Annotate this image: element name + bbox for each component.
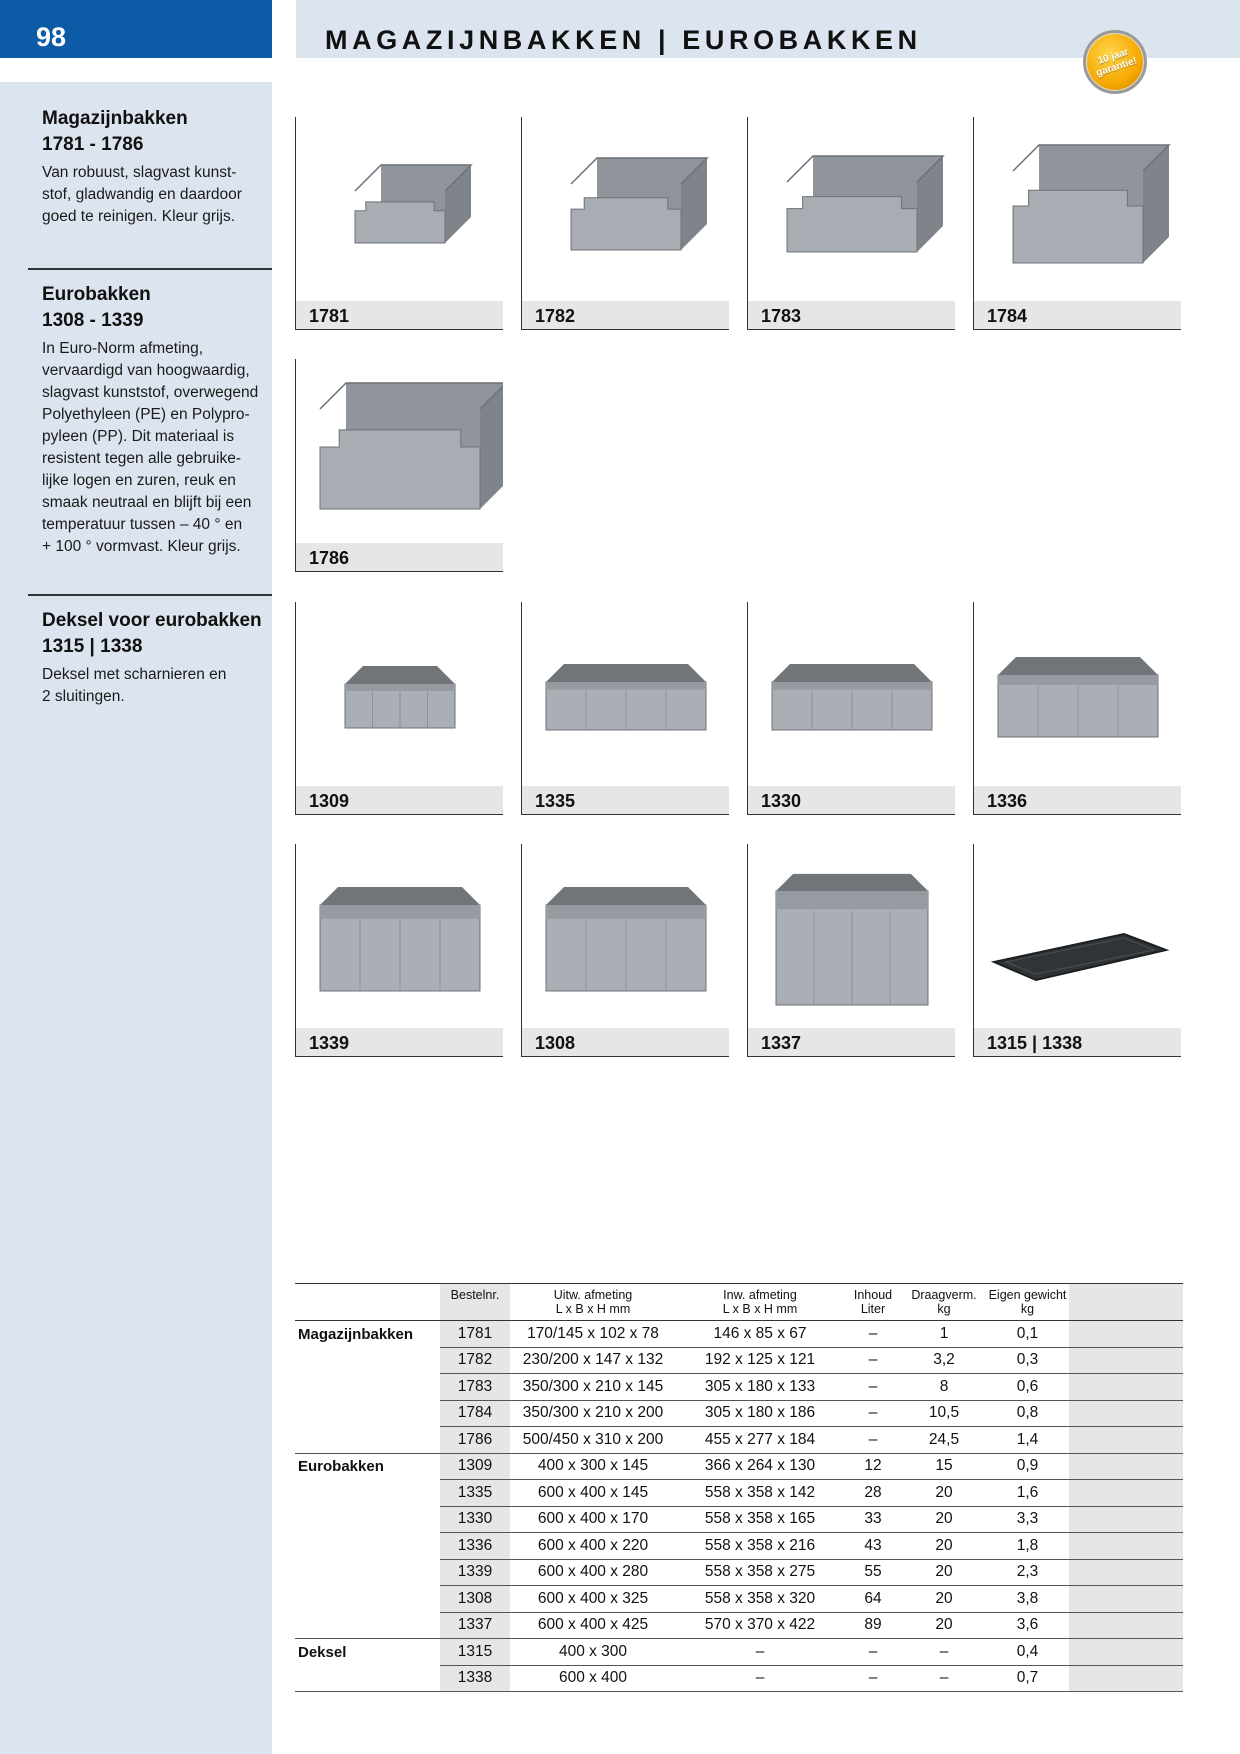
section-description: Deksel met scharnieren en 2 sluitingen. [42, 666, 227, 705]
product-label-bar [296, 1028, 503, 1057]
cell-draagvermogen: 3,2 [902, 1347, 986, 1374]
table-row [295, 1506, 1183, 1533]
product-image [974, 602, 1181, 786]
cell-draagvermogen: 1 [902, 1321, 986, 1348]
cell-eigen-gewicht: 0,1 [986, 1321, 1069, 1348]
cell-uitw-afmeting: 600 x 400 x 325 [510, 1586, 676, 1613]
sidebar-section-magazijnbakken [28, 106, 272, 228]
cell-bestelnr: 1309 [440, 1453, 510, 1480]
cell-eigen-gewicht: 0,8 [986, 1400, 1069, 1427]
sidebar-gap [0, 58, 272, 82]
header-extra [1069, 1284, 1183, 1321]
cell-draagvermogen: – [902, 1639, 986, 1666]
cell-draagvermogen: 20 [902, 1586, 986, 1613]
product-label-bar [974, 301, 1181, 330]
product-label-bar [974, 1028, 1181, 1057]
cell-extra [1069, 1665, 1183, 1692]
cell-eigen-gewicht: 3,6 [986, 1612, 1069, 1639]
cell-eigen-gewicht: 0,3 [986, 1347, 1069, 1374]
cell-eigen-gewicht: 3,8 [986, 1586, 1069, 1613]
cell-extra [1069, 1347, 1183, 1374]
product-label-bar [522, 786, 729, 815]
sidebar-section-deksel [28, 594, 272, 708]
cell-eigen-gewicht: 1,6 [986, 1480, 1069, 1507]
cell-inhoud: 64 [844, 1586, 902, 1613]
cell-extra [1069, 1612, 1183, 1639]
cell-bestelnr: 1338 [440, 1665, 510, 1692]
cell-extra [1069, 1321, 1183, 1348]
table-row [295, 1453, 1183, 1480]
product-card [295, 117, 503, 330]
spec-table [295, 1283, 1183, 1692]
group-label [295, 1586, 440, 1613]
spec-table-body [295, 1321, 1183, 1692]
cell-draagvermogen: 20 [902, 1533, 986, 1560]
table-row [295, 1665, 1183, 1692]
product-number: 1336 [987, 791, 1028, 811]
product-image [522, 117, 729, 301]
cell-inhoud: – [844, 1665, 902, 1692]
product-image [296, 602, 503, 786]
group-label [295, 1400, 440, 1427]
product-number: 1330 [761, 791, 802, 811]
group-label [295, 1480, 440, 1507]
section-title: Deksel voor eurobakken [42, 610, 262, 631]
cell-draagvermogen: 20 [902, 1559, 986, 1586]
cell-inw-afmeting: 305 x 180 x 133 [676, 1374, 844, 1401]
cell-bestelnr: 1339 [440, 1559, 510, 1586]
product-card [295, 602, 503, 815]
group-label [295, 1559, 440, 1586]
product-number: 1781 [309, 306, 350, 326]
product-image [522, 844, 729, 1028]
cell-eigen-gewicht: 1,4 [986, 1427, 1069, 1454]
page-number: 98 [36, 22, 67, 52]
cell-extra [1069, 1453, 1183, 1480]
product-card [295, 844, 503, 1057]
cell-inhoud: – [844, 1400, 902, 1427]
product-card [747, 844, 955, 1057]
storage-bin-tall-icon [974, 117, 1181, 301]
cell-uitw-afmeting: 600 x 400 [510, 1665, 676, 1692]
product-number: 1335 [535, 791, 576, 811]
product-card [973, 602, 1181, 815]
product-image [748, 117, 955, 301]
product-card [747, 117, 955, 330]
cell-uitw-afmeting: 600 x 400 x 425 [510, 1612, 676, 1639]
cell-extra [1069, 1559, 1183, 1586]
group-label [295, 1665, 440, 1692]
cell-draagvermogen: 10,5 [902, 1400, 986, 1427]
cell-bestelnr: 1781 [440, 1321, 510, 1348]
cell-inw-afmeting: 146 x 85 x 67 [676, 1321, 844, 1348]
table-header-row [295, 1284, 1183, 1321]
product-label-bar [296, 301, 503, 330]
table-row [295, 1427, 1183, 1454]
cell-inhoud: – [844, 1347, 902, 1374]
cell-inw-afmeting: 570 x 370 x 422 [676, 1612, 844, 1639]
cell-bestelnr: 1783 [440, 1374, 510, 1401]
cell-inw-afmeting: 305 x 180 x 186 [676, 1400, 844, 1427]
cell-eigen-gewicht: 0,9 [986, 1453, 1069, 1480]
product-card [973, 117, 1181, 330]
cell-extra [1069, 1374, 1183, 1401]
product-number: 1337 [761, 1033, 802, 1053]
cell-eigen-gewicht: 1,8 [986, 1533, 1069, 1560]
group-label [295, 1374, 440, 1401]
page-title: MAGAZIJNBAKKEN | EUROBAKKEN [325, 25, 922, 55]
cell-inhoud: 12 [844, 1453, 902, 1480]
cell-extra [1069, 1639, 1183, 1666]
euro-container-tall-icon [296, 844, 503, 1028]
product-image [296, 844, 503, 1028]
cell-draagvermogen: 20 [902, 1612, 986, 1639]
header-group [295, 1284, 440, 1321]
cell-inhoud: – [844, 1374, 902, 1401]
product-number: 1786 [309, 548, 350, 568]
product-number: 1784 [987, 306, 1028, 326]
cell-inhoud: – [844, 1427, 902, 1454]
product-number: 1315 | 1338 [987, 1033, 1083, 1053]
cell-bestelnr: 1337 [440, 1612, 510, 1639]
table-row [295, 1321, 1183, 1348]
cell-eigen-gewicht: 0,6 [986, 1374, 1069, 1401]
cell-extra [1069, 1533, 1183, 1560]
euro-container-tall-icon [522, 844, 729, 1028]
cell-inw-afmeting: – [676, 1639, 844, 1666]
table-row [295, 1347, 1183, 1374]
product-image [974, 844, 1181, 1028]
storage-bin-medium-icon [522, 117, 729, 301]
cell-uitw-afmeting: 350/300 x 210 x 145 [510, 1374, 676, 1401]
product-image [974, 117, 1181, 301]
product-card [295, 359, 503, 572]
cell-bestelnr: 1335 [440, 1480, 510, 1507]
product-number: 1782 [535, 306, 576, 326]
cell-bestelnr: 1784 [440, 1400, 510, 1427]
cell-uitw-afmeting: 170/145 x 102 x 78 [510, 1321, 676, 1348]
cell-inhoud: 28 [844, 1480, 902, 1507]
product-card [521, 844, 729, 1057]
section-divider [28, 594, 272, 596]
storage-bin-long-icon [748, 117, 955, 301]
cell-inw-afmeting: 192 x 125 x 121 [676, 1347, 844, 1374]
product-card [521, 602, 729, 815]
cell-extra [1069, 1400, 1183, 1427]
product-label-bar [296, 786, 503, 815]
product-number: 1308 [535, 1033, 576, 1053]
cell-bestelnr: 1336 [440, 1533, 510, 1560]
cell-extra [1069, 1427, 1183, 1454]
product-label-bar [748, 1028, 955, 1057]
section-range: 1308 - 1339 [42, 310, 144, 331]
euro-container-small-icon [296, 602, 503, 786]
section-title: Magazijnbakken [42, 108, 188, 129]
cell-inw-afmeting: 558 x 358 x 142 [676, 1480, 844, 1507]
product-number: 1309 [309, 791, 350, 811]
product-label-bar [974, 786, 1181, 815]
cell-inhoud: – [844, 1321, 902, 1348]
product-card [747, 602, 955, 815]
group-label [295, 1533, 440, 1560]
table-row [295, 1612, 1183, 1639]
euro-container-medium-icon [974, 602, 1181, 786]
table-row [295, 1559, 1183, 1586]
guarantee-badge-text: 10 jaar garantie! [1094, 46, 1139, 79]
product-card [521, 117, 729, 330]
cell-inw-afmeting: 558 x 358 x 275 [676, 1559, 844, 1586]
section-range: 1315 | 1338 [42, 636, 143, 657]
cell-uitw-afmeting: 600 x 400 x 170 [510, 1506, 676, 1533]
cell-eigen-gewicht: 2,3 [986, 1559, 1069, 1586]
header-inhoud: Inhoud Liter [844, 1284, 902, 1321]
table-row [295, 1480, 1183, 1507]
cell-inw-afmeting: 455 x 277 x 184 [676, 1427, 844, 1454]
page-number-box [0, 0, 272, 58]
cell-draagvermogen: 15 [902, 1453, 986, 1480]
cell-inw-afmeting: 558 x 358 x 320 [676, 1586, 844, 1613]
cell-extra [1069, 1480, 1183, 1507]
cell-bestelnr: 1786 [440, 1427, 510, 1454]
cell-bestelnr: 1315 [440, 1639, 510, 1666]
sidebar-section-eurobakken [28, 268, 272, 558]
cell-uitw-afmeting: 500/450 x 310 x 200 [510, 1427, 676, 1454]
cell-inhoud: 89 [844, 1612, 902, 1639]
product-label-bar [522, 301, 729, 330]
group-label [295, 1612, 440, 1639]
header-uitw-afmeting: Uitw. afmeting L x B x H mm [510, 1284, 676, 1321]
group-label [295, 1347, 440, 1374]
cell-inw-afmeting: 558 x 358 x 165 [676, 1506, 844, 1533]
cell-eigen-gewicht: 0,4 [986, 1639, 1069, 1666]
cell-bestelnr: 1330 [440, 1506, 510, 1533]
cell-eigen-gewicht: 0,7 [986, 1665, 1069, 1692]
product-label-bar [522, 1028, 729, 1057]
table-row [295, 1374, 1183, 1401]
cell-draagvermogen: 20 [902, 1506, 986, 1533]
section-range: 1781 - 1786 [42, 134, 144, 155]
cell-inw-afmeting: 558 x 358 x 216 [676, 1533, 844, 1560]
table-row [295, 1400, 1183, 1427]
section-description: Van robuust, slagvast kunst- stof, gladwandig en daardoor goed te reinigen. Kleur grijs. [42, 164, 242, 225]
table-row [295, 1586, 1183, 1613]
header-bestelnr: Bestelnr. [440, 1284, 510, 1321]
guarantee-badge-icon [1083, 30, 1147, 94]
product-label-bar [748, 301, 955, 330]
cell-draagvermogen: 20 [902, 1480, 986, 1507]
cell-inhoud: 55 [844, 1559, 902, 1586]
cell-inhoud: 33 [844, 1506, 902, 1533]
product-image [522, 602, 729, 786]
group-label: Eurobakken [298, 1458, 384, 1475]
group-label [295, 1506, 440, 1533]
product-card [973, 844, 1181, 1057]
cell-uitw-afmeting: 230/200 x 147 x 132 [510, 1347, 676, 1374]
product-image [748, 602, 955, 786]
storage-bin-small-icon [296, 117, 503, 301]
product-label-bar [296, 543, 503, 572]
cell-uitw-afmeting: 400 x 300 [510, 1639, 676, 1666]
section-divider [28, 268, 272, 270]
cell-extra [1069, 1586, 1183, 1613]
group-label: Deksel [298, 1643, 347, 1661]
storage-bin-large-icon [296, 359, 503, 543]
product-image [296, 359, 503, 543]
cell-inhoud: – [844, 1639, 902, 1666]
header-eigen-gewicht: Eigen gewicht kg [986, 1284, 1069, 1321]
cell-eigen-gewicht: 3,3 [986, 1506, 1069, 1533]
cell-inw-afmeting: – [676, 1665, 844, 1692]
cell-extra [1069, 1506, 1183, 1533]
euro-container-flat-icon [522, 602, 729, 786]
table-row [295, 1639, 1183, 1666]
sidebar [0, 0, 272, 1754]
group-label: Magazijnbakken [298, 1325, 414, 1343]
cell-uitw-afmeting: 600 x 400 x 280 [510, 1559, 676, 1586]
container-lid-icon [974, 844, 1181, 1028]
header-draagvermogen: Draagverm. kg [902, 1284, 986, 1321]
section-description: In Euro-Norm afmeting, vervaardigd van hoogwaardig, slagvast kunststof, overwegend Polyethyleen (PE) en Polypro- pyleen (PP). Dit materiaal is resistent tegen alle gebruike- lijke logen en zuren, reuk en smaak neutraal en blijft bij een temperatuur tussen – 40 ° en + 100 ° vormvast. Kleur grijs. [42, 340, 259, 555]
product-image [296, 117, 503, 301]
cell-draagvermogen: 24,5 [902, 1427, 986, 1454]
cell-inw-afmeting: 366 x 264 x 130 [676, 1453, 844, 1480]
euro-container-handles-icon [748, 844, 955, 1028]
product-number: 1783 [761, 306, 802, 326]
cell-bestelnr: 1782 [440, 1347, 510, 1374]
cell-inhoud: 43 [844, 1533, 902, 1560]
product-label-bar [748, 786, 955, 815]
section-title: Eurobakken [42, 284, 151, 305]
product-number: 1339 [309, 1033, 350, 1053]
table-row [295, 1533, 1183, 1560]
product-image [748, 844, 955, 1028]
cell-uitw-afmeting: 400 x 300 x 145 [510, 1453, 676, 1480]
cell-uitw-afmeting: 350/300 x 210 x 200 [510, 1400, 676, 1427]
cell-draagvermogen: – [902, 1665, 986, 1692]
cell-bestelnr: 1308 [440, 1586, 510, 1613]
euro-container-flat-icon [748, 602, 955, 786]
group-label [295, 1427, 440, 1454]
cell-uitw-afmeting: 600 x 400 x 145 [510, 1480, 676, 1507]
cell-draagvermogen: 8 [902, 1374, 986, 1401]
cell-uitw-afmeting: 600 x 400 x 220 [510, 1533, 676, 1560]
header-inw-afmeting: Inw. afmeting L x B x H mm [676, 1284, 844, 1321]
